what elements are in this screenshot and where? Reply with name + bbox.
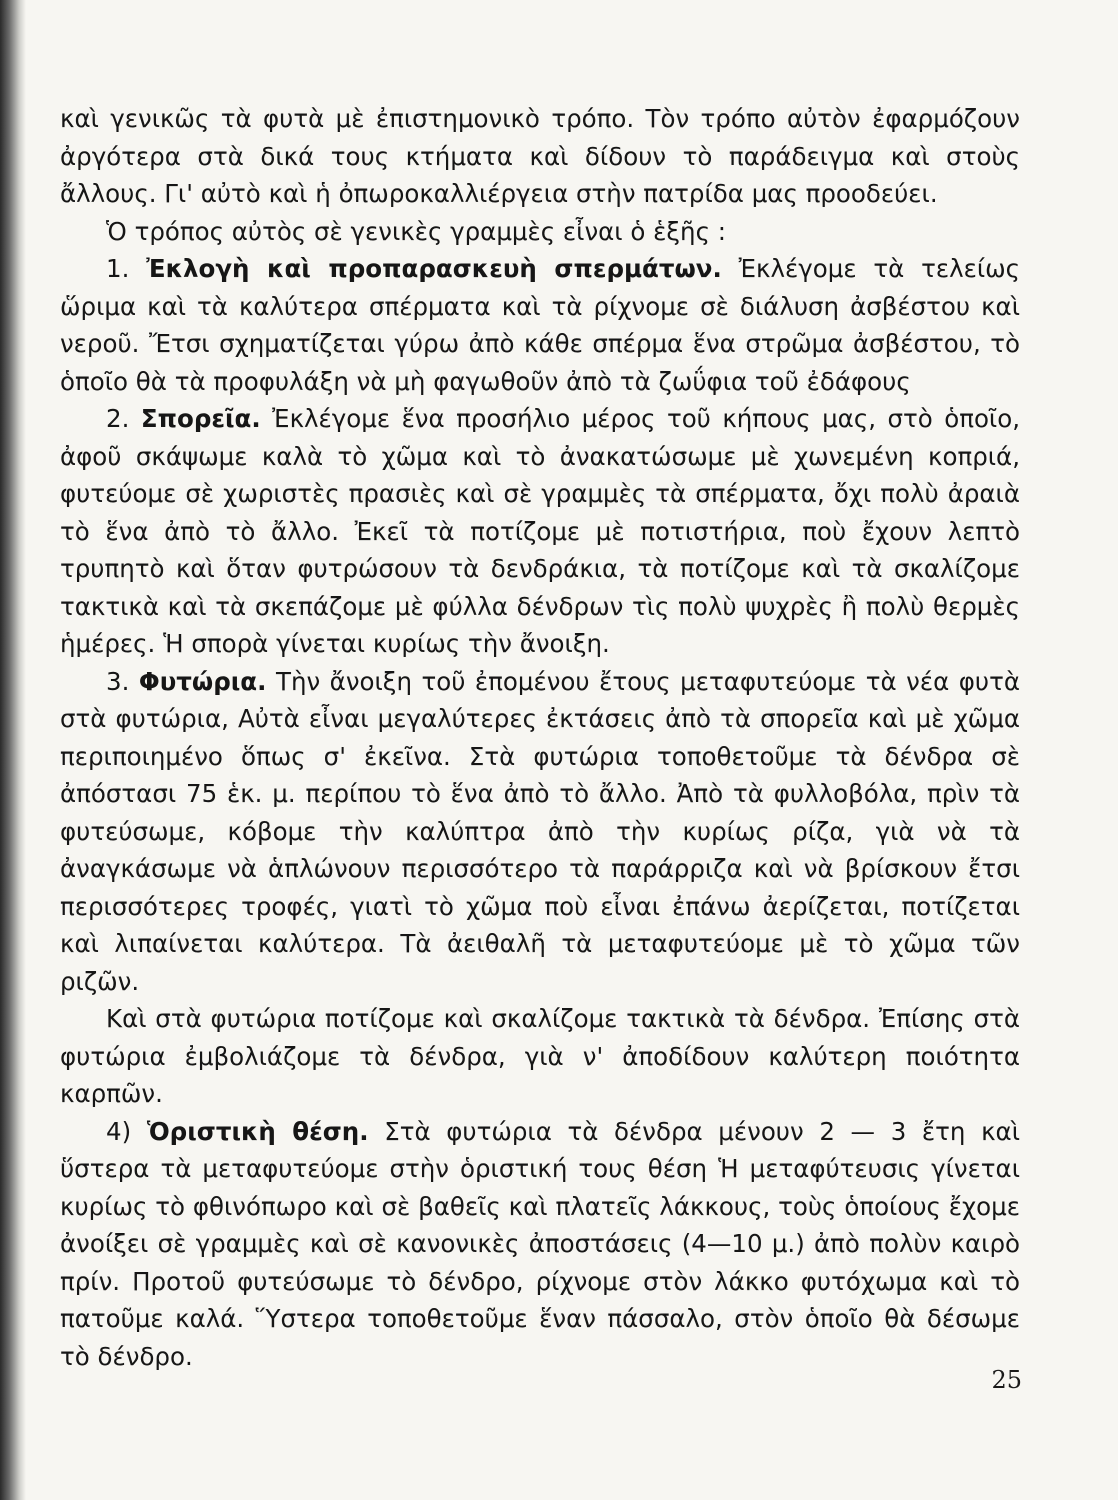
section-final-position xyxy=(60,1113,1020,1376)
section-text: Στὰ φυτώρια τὰ δένδρα μένουν 2 — 3 ἔτη καὶ ὕστερα τὰ μεταφυτεύομε στὴν ὁριστική τους θέση Ἡ μεταφύτευσις γίνεται κυρίως τὸ φθινόπωρο καὶ σὲ βαθεῖς καὶ πλατεῖς λάκκους, τοὺς ὁποίους ἔχομε ἀνοίξει σὲ γραμμὲς καὶ σὲ κανονικὲς ἀποστάσεις (4—10 μ.) ἀπὸ πολὺν καιρὸ πρίν. Προτοῦ φυτεύσωμε τὸ δένδρο, ρίχνομε στὸν λάκκο φυτόχωμα καὶ τὸ πατοῦμε καλά. Ὕστερα τοποθετοῦμε ἕναν πάσσαλο, στὸν ὁποῖο θὰ δέσωμε τὸ δένδρο. xyxy=(60,1116,1020,1371)
book-spine-shadow xyxy=(0,0,26,1500)
section-text: Ἐκλέγομε ἕνα προσήλιο μέρος τοῦ κήπους μας, στὸ ὁποῖο, ἀφοῦ σκάψωμε καλὰ τὸ χῶμα καὶ τὸ ἀνακατώσωμε μὲ χωνεμένη κοπριά, φυτεύομε σὲ χωριστὲς πρασιὲς καὶ σὲ γραμμὲς τὰ σπέρματα, ὄχι πολὺ ἀραιὰ τὸ ἕνα ἀπὸ τὸ ἄλλο. Ἐκεῖ τὰ ποτίζομε μὲ ποτιστήρια, ποὺ ἔχουν λεπτὸ τρυπητὸ καὶ ὅταν φυτρώσουν τὰ δενδράκια, τὰ ποτίζομε καὶ τὰ σκαλίζομε τακτικὰ καὶ τὰ σκεπάζομε μὲ φύλλα δένδρων τὶς πολὺ ψυχρὲς ἢ πολὺ θερμὲς ἡμέρες. Ἡ σπορὰ γίνεται κυρίως τὴν ἄνοιξη. xyxy=(60,404,1020,658)
section-text: Ἐκλέγομε τὰ τελείως ὥριμα καὶ τὰ καλύτερα σπέρματα καὶ τὰ ρίχνομε σὲ διάλυση ἀσβέστου καὶ νεροῦ. Ἔτσι σχηματίζεται γύρω ἀπὸ κάθε σπέρμα ἕνα στρῶμα ἀσβέστου, τὸ ὁποῖο θὰ τὰ προφυλάξη νὰ μὴ φαγωθοῦν ἀπὸ τὰ ζωΰφια τοῦ ἐδάφους xyxy=(60,254,1021,396)
paragraph-intro: καὶ γενικῶς τὰ φυτὰ μὲ ἐπιστημονικὸ τρόπο. Τὸν τρόπο αὐτὸν ἐφαρμόζουν ἀργότερα στὰ δικά τους κτήματα καὶ δίδουν τὸ παράδειγμα καὶ στοὺς ἄλλους. Γι' αὐτὸ καὶ ἡ ὀπωροκαλλιέργεια στὴν πατρίδα μας προοδεύει. xyxy=(60,104,1020,208)
section-heading: Φυτώρια. xyxy=(138,666,267,696)
paragraph-method: Ὁ τρόπος αὐτὸς σὲ γενικὲς γραμμὲς εἶναι ὁ ἑξῆς : xyxy=(106,216,726,246)
paragraph-nursery-care: Καὶ στὰ φυτώρια ποτίζομε καὶ σκαλίζομε τακτικὰ τὰ δένδρα. Ἐπίσης στὰ φυτώρια ἐμβολιάζομε τὰ δένδρα, γιὰ ν' ἀποδίδουν καλύτερη ποιότητα καρπῶν. xyxy=(60,1004,1020,1108)
section-heading: Σπορεῖα. xyxy=(140,404,261,433)
section-heading: Ὁριστικὴ θέση. xyxy=(146,1116,369,1146)
section-number: 1. xyxy=(106,254,130,283)
section-text: Τὴν ἄνοιξη τοῦ ἐπομένου ἔτους μεταφυτεύομε τὰ νέα φυτὰ στὰ φυτώρια, Αὐτὰ εἶναι μεγαλύτερες ἐκτάσεις ἀπὸ τὰ σπορεῖα καὶ μὲ χῶμα περιποιημένο ὅπως σ' ἐκεῖνα. Στὰ φυτώρια τοποθετοῦμε τὰ δένδρα σὲ ἀπόστασι 75 ἑκ. μ. περίπου τὸ ἕνα ἀπὸ τὸ ἄλλο. Ἀπὸ τὰ φυλλοβόλα, πρὶν τὰ φυτεύσωμε, κόβομε τὴν καλύπτρα ἀπὸ τὴν κυρίως ρίζα, γιὰ νὰ τὰ ἀναγκάσωμε νὰ ἁπλώνουν περισσότερο τὰ παράρριζα καὶ νὰ βρίσκουν ἔτσι περισσότερες τροφές, γιατὶ τὸ χῶμα ποὺ εἶναι ἐπάνω ἀερίζεται, ποτίζεται καὶ λιπαίνεται καλύτερα. Τὰ ἀειθαλῆ τὰ μεταφυτεύομε μὲ τὸ χῶμα τῶν ριζῶν. xyxy=(60,666,1021,996)
page-body xyxy=(60,100,1020,1375)
page-number: 25 xyxy=(991,1366,1022,1394)
section-number: 2. xyxy=(106,404,130,433)
section-number: 3. xyxy=(106,666,130,696)
section-number: 4) xyxy=(106,1116,132,1146)
section-seedbeds xyxy=(60,400,1020,663)
section-nurseries xyxy=(60,663,1020,1001)
section-heading: Ἐκλογὴ καὶ προπαρασκευὴ σπερμάτων. xyxy=(146,254,722,283)
section-seed-selection xyxy=(60,250,1020,400)
